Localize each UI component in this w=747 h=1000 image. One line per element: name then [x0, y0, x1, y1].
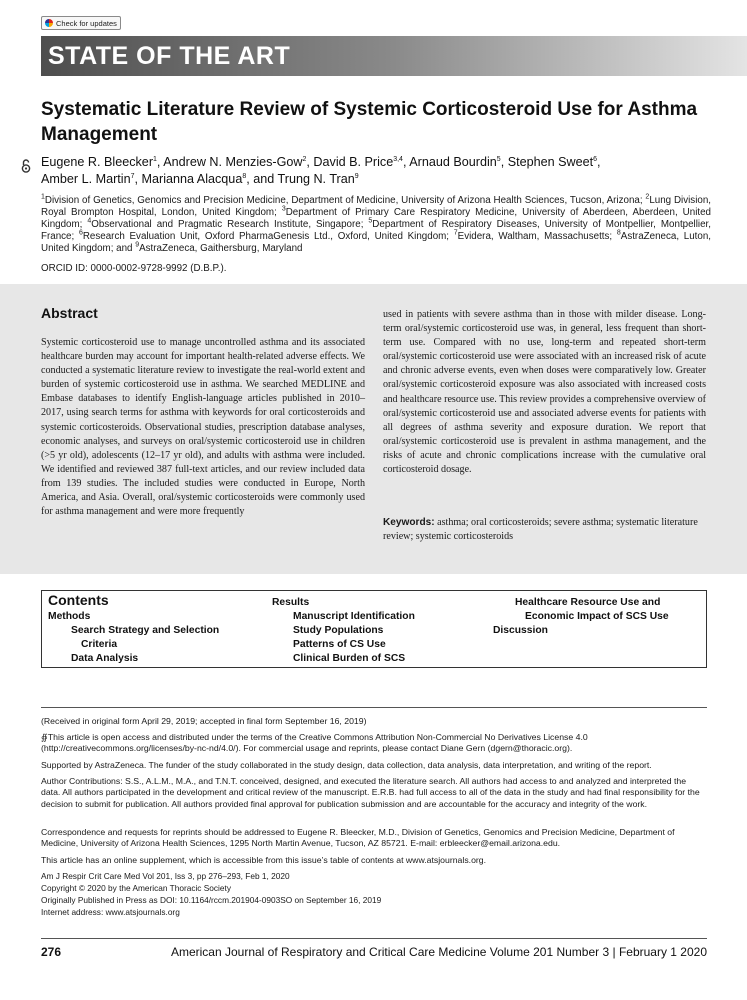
affiliation-mark: 2 — [645, 193, 650, 201]
open-access-icon: ∯ — [41, 732, 48, 742]
article-title: Systematic Literature Review of Systemic Corticosteroid Use for Asthma Management — [41, 99, 698, 145]
affiliation-mark: 6 — [78, 229, 83, 237]
author-name: Marianna Alacqua — [141, 172, 243, 186]
toc-clinical-burden[interactable]: Clinical Burden of SCS — [293, 653, 406, 664]
citation-line-4: Internet address: www.atsjournals.org — [41, 907, 180, 917]
toc-methods[interactable]: Methods — [48, 611, 91, 622]
affiliations — [41, 195, 711, 255]
author-contributions: Author Contributions: S.S., A.L.M., M.A., and T.N.T. conceived, designed, and executed the literature search. All authors had access to and analyzed and interpreted the data. All authors participated in the development and critical review of the manuscript. E.R.B. had full access to all of the data in the study and had final responsibility for the decision to submit for publication. All authors provided final approval for publication submission and are accountable for the accuracy and integrity of the work. — [41, 776, 700, 809]
toc-data-analysis[interactable]: Data Analysis — [71, 653, 139, 664]
citation-line-1: Am J Respir Crit Care Med Vol 201, Iss 3, pp 276–293, Feb 1, 2020 — [41, 871, 290, 881]
author-name: Stephen Sweet — [507, 155, 594, 169]
author-affiliation-mark: 5 — [496, 155, 501, 163]
affiliation-text: AstraZeneca, Gaithersburg, Maryland — [139, 243, 303, 254]
affiliation-text: Division of Genetics, Genomics and Precision Medicine, Department of Medicine, University of Arizona Health Sciences, Tucson, Arizona; — [44, 195, 646, 206]
author-affiliation-mark: 3,4 — [393, 155, 403, 163]
affiliation-mark: 3 — [281, 205, 286, 213]
open-access-icon-svg — [21, 159, 31, 173]
affiliation-text: Department of Respiratory Diseases, University of Montpellier, Montpellier, France; — [41, 219, 711, 242]
author-affiliation-mark: 9 — [354, 172, 359, 180]
author-affiliation-mark: 2 — [302, 155, 307, 163]
affiliation-mark: 1 — [41, 193, 45, 201]
toc-results[interactable]: Results — [272, 597, 310, 608]
citation-line-2: Copyright © 2020 by the American Thoracic Society — [41, 883, 231, 893]
abstract-column-left: Systemic corticosteroid use to manage uncontrolled asthma and its associated healthcare burden may account for important health-related adverse effects. We conducted a systematic literature review to investigate the real-world extent and burden of systemic corticosteroid use in asthma. We searched MEDLINE and Embase databases to identify English-language articles published in 2010–2017, using search terms for asthma with keywords for oral corticosteroids and systemic corticosteroids. Observational studies, prescription database analyses, economic analyses, and surveys on oral/systemic corticosteroid use in children (>5 yr old), adolescents (12–17 yr old), and adults with asthma were included. We identified and reviewed 387 full-text articles, and our review included data from 139 studies. The included studies were conducted in Europe, North America, and Asia. Overall, oral/systemic corticosteroids were commonly used for asthma management and were more frequently — [41, 337, 365, 518]
citation-line-3: Originally Published in Press as DOI: 10.1164/rccm.201904-0903SO on September 16, 2019 — [41, 895, 382, 905]
toc-patterns-of-cs-use[interactable]: Patterns of CS Use — [293, 639, 386, 650]
affiliation-text: AstraZeneca, Luton, United Kingdom; and — [41, 231, 712, 254]
toc-manuscript-identification[interactable]: Manuscript Identification — [293, 611, 415, 622]
affiliation-text: Lung Division, Royal Brompton Hospital, London, United Kingdom; — [41, 195, 711, 218]
affiliation-mark: 9 — [135, 241, 140, 249]
received-note: (Received in original form April 29, 2019; accepted in final form September 16, 2019) — [41, 716, 367, 726]
affiliation-mark: 7 — [453, 229, 458, 237]
funding-note: Supported by AstraZeneca. The funder of the study collaborated in the study design, data collection, data analysis, data interpretation, and writing of the report. — [41, 760, 652, 770]
toc-search-strategy-cont[interactable]: Criteria — [81, 639, 118, 650]
affiliation-text: Observational and Pragmatic Research Institute, Singapore; — [91, 219, 369, 230]
affiliation-text: Evidera, Waltham, Massachusetts; — [457, 231, 617, 242]
check-for-updates-badge[interactable] — [41, 16, 121, 30]
license-text: This article is open access and distributed under the terms of the Creative Commons Attribution Non-Commercial No Derivatives License 4.0 (http://creativecommons.org/licenses/by-nc-nd/4.0/). For commercial usage and reprints, please contact Diane Gern (dgern@thoracic.org). — [41, 732, 588, 754]
open-access-icon — [21, 159, 31, 176]
toc-search-strategy[interactable]: Search Strategy and Selection — [71, 625, 220, 636]
toc-study-populations[interactable]: Study Populations — [293, 625, 384, 636]
check-for-updates-label: Check for updates — [56, 19, 117, 28]
author-name: Amber L. Martin — [41, 172, 131, 186]
abstract-column-right: used in patients with severe asthma than in those with milder disease. Long-term oral/systemic corticosteroid use was, in general, less frequent than short-term use. Compared with no use, long-term and repeated short-term oral/systemic corticosteroid use were associated with an increased risk of acute and chronic adverse events, even when doses were comparatively low. Greater oral/systemic corticosteroid exposure was also associated with increased costs and healthcare resource use. This review provides a comprehensive overview of oral/systemic corticosteroid use and associated adverse events for patients with all degrees of asthma severity and exposure duration. We report that oral/systemic corticosteroid use is prevalent in asthma management, and the risks of acute and chronic complications increase with the cumulative oral corticosteroid dosage. — [383, 309, 706, 476]
supplement-note: This article has an online supplement, which is accessible from this issue’s table of contents at www.atsjournals.org. — [41, 855, 487, 865]
author-affiliation-mark: 8 — [242, 172, 247, 180]
author-affiliation-mark: 1 — [153, 155, 157, 163]
affiliation-mark: 8 — [616, 229, 621, 237]
crossmark-icon — [45, 19, 53, 27]
author-name: Trung N. Tran — [277, 172, 355, 186]
abstract-heading: Abstract — [41, 305, 98, 321]
keywords-label: Keywords: — [383, 517, 435, 528]
toc-healthcare-resource-use[interactable]: Healthcare Resource Use and — [515, 597, 661, 608]
keywords — [383, 516, 706, 544]
affiliation-mark: 5 — [368, 217, 373, 225]
journal-footer: American Journal of Respiratory and Critical Care Medicine Volume 201 Number 3 | February 1 2020 — [170, 945, 707, 959]
author-name: Arnaud Bourdin — [409, 155, 497, 169]
license-note — [41, 732, 707, 755]
orcid-id: ORCID ID: 0000-0002-9728-9992 (D.B.P.). — [41, 263, 227, 274]
author-affiliation-mark: 6 — [593, 155, 598, 163]
affiliation-mark: 4 — [87, 217, 92, 225]
footnote-divider — [41, 707, 707, 708]
page-number: 276 — [41, 945, 62, 959]
toc-discussion[interactable]: Discussion — [493, 625, 548, 636]
author-name: Eugene R. Bleecker — [41, 155, 154, 169]
affiliation-text: Department of Primary Care Respiratory Medicine, University of Aberdeen, Aberdeen, United Kingdom; — [41, 207, 711, 230]
footer-divider — [41, 938, 707, 939]
section-banner-label: STATE OF THE ART — [48, 42, 291, 70]
author-list: Eugene R. Bleecker$^1$, Andrew N. Menzies-Gow$^2$, David B. Price$^{3,4}$, Arnaud Bourdin$^5$, Stephen Sweet$^6$, Amber L. Martin$^7$, Marianna Alacqua$^8$, and Trung N. Tran$^9$ — [41, 155, 601, 186]
affiliation-text: Research Evaluation Unit, Oxford PharmaGenesis Ltd., Oxford, United Kingdom; — [82, 231, 454, 242]
contents-heading: Contents — [48, 592, 109, 608]
toc-economic-impact[interactable]: Economic Impact of SCS Use — [525, 611, 669, 622]
correspondence-note: Correspondence and requests for reprints should be addressed to Eugene R. Bleecker, M.D., Division of Genetics, Genomics and Precision Medicine, Department of Medicine, University of Arizona Health Sciences, 1295 North Martin Avenue, Tucson, AZ 85721. E-mail: erbleecker@email.arizona.edu. — [41, 827, 675, 849]
author-name: Andrew N. Menzies-Gow — [163, 155, 303, 169]
author-name: David B. Price — [313, 155, 394, 169]
author-affiliation-mark: 7 — [130, 172, 135, 180]
keywords-text: asthma; oral corticosteroids; severe asthma; systematic literature review; systemic corticosteroids — [383, 517, 698, 543]
